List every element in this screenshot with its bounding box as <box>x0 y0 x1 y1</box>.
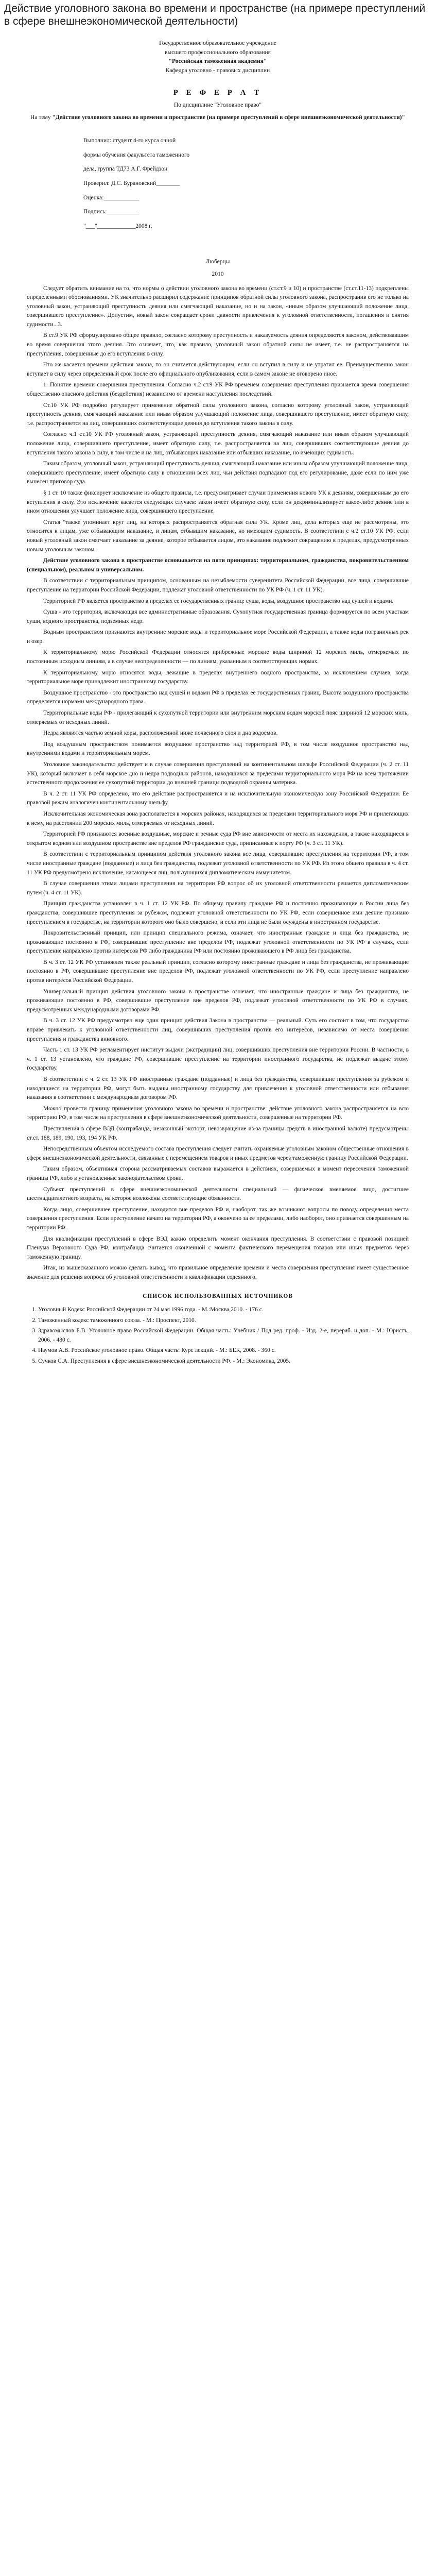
body-paragraph: Часть 1 ст. 13 УК РФ регламентирует институт выдачи (экстрадиции) лиц, совершивших преступления вне территории России. В частности, в ч. 1 ст. 13 установлено, что граждане РФ, совершившие преступление на территории иностранного государства, не подлежат выдаче этому государству. <box>27 1047 409 1072</box>
topic-text: "Действие уголовного закона во времени и пространстве (на примере преступлений в сфере внешнеэкономической деятельности)" <box>52 114 405 121</box>
org-line: Кафедра уголовно - правовых дисциплин <box>165 67 270 74</box>
body-paragraph: Когда лицо, совершившее преступление, находится вне пределов РФ и, наоборот, так же возникают вопросы по поводу определения места совершения преступления. Если преступление начато на территории РФ, а окончено за ее пределами, либо наоборот, оно признается совершенным на территории РФ. <box>27 1206 409 1231</box>
body-paragraph: Уголовное законодательство действует и в случае совершения преступлений на континентальном шельфе Российской Федерации (ч. 2 ст. 11 УК), который включает в себя морское дно и недра подводных районов, находящихся за пределами территориального моря РФ на всем протяжении естественного продолжения ее сухопутной территории до внешней границы подводной окраины материка. <box>27 761 409 786</box>
body-paragraph: Территорией РФ признаются военные воздушные, морские и речные суда РФ вне зависимости от места их нахождения, а также находящиеся в открытом водном или воздушном пространстве вне пределов РФ гражданские суда, приписанные к порту РФ (ч. 3 ст. 11 УК). <box>27 831 409 846</box>
body-paragraph: Универсальный принцип действия уголовного закона в пространстве означает, что иностранные граждане и лица без гражданства, не проживающие постоянно в РФ, совершившие преступление вне пределов РФ, подлежат уголовной ответственности по УК РФ в случаях, предусмотренных международными договорами РФ. <box>27 988 409 1013</box>
body-paragraph: Следует обратить внимание на то, что нормы о действии уголовного закона во времени (ст.ст.9 и 10) и пространстве (ст.ст.11-13) подкреплены определенными обоснованиями. УК значительно расширил содержание принципов обратной силы уголовного закона, распространив его не только на уголовный закон, устраняющий преступность деяния или смягчающий наказание, но и на закон, «иным образом улучшающий положение лица, совершившего преступление». Допустим, новый закон сокращает сроки давности привлечения к уголовной ответственности, погашения и снятия судимости...3. <box>27 285 409 328</box>
org-line: "Российская таможенная академия" <box>168 58 267 65</box>
form-line: Подпись:___________ <box>83 209 139 215</box>
body-paragraph: К территориальному морю относятся воды, лежащие в пределах внутреннего водного пространства, за исключением случаев, когда территориальное море принадлежит иностранному государству. <box>27 669 409 685</box>
form-line: дела, группа ТД73 А.Г. Фрейдзон <box>83 166 168 173</box>
year: 2010 <box>212 270 224 277</box>
body-paragraph: В случае совершения этими лицами преступления на территории РФ вопрос об их уголовной ответственности решается дипломатическим путем (ч. 4 ст. 11 УК). <box>27 880 409 896</box>
body-text <box>27 284 409 1282</box>
body-paragraph: Действие уголовного закона в пространстве основывается на пяти принципах: территориальном, гражданства, покровительственном (специальном), реальном и универсальном. <box>27 557 409 573</box>
body-paragraph: Что же касается времени действия закона, то он считается действующим, если он вступил в силу и не утратил ее. Преимущественно закон вступает в силу через определенный срок после его официального опубликования, если в самом законе не оговорено иное. <box>27 362 409 377</box>
city: Люберцы <box>205 259 230 265</box>
org-line: Государственное образовательное учреждение <box>159 40 276 46</box>
body-paragraph: В ч. 2 ст. 11 УК РФ определено, что его действие распространяется и на исключительную экономическую зону Российской Федерации. Ее правовой режим аналогичен континентальному шельфу. <box>27 790 409 806</box>
body-paragraph: Воздушное пространство - это пространство над сушей и водами РФ в пределах ее государственных границ. Высота воздушного пространства определяется нормами международного права. <box>27 689 409 705</box>
body-paragraph: К территориальному морю Российской Федерации относятся прибрежные морские воды шириной 12 морских миль, отмеряемых по постоянным исходным линиям, а в случае неопределенности — по линиям, указанным в соответствующих нормах. <box>27 649 409 665</box>
body-paragraph: Согласно ч.1 ст.10 УК РФ уголовный закон, устраняющий преступность деяния, смягчающий наказание или иным образом улучшающий положение лица, совершившего преступление, имеет обратную силу, т.е. распространяется на лиц, совершивших соответствующие деяния до вступления такого закона в силу, в том числе и на лиц, отбывающих наказание или отбывших наказание, но имеющих судимость. <box>27 431 409 456</box>
referat-heading: Р Е Ф Е Р А Т <box>173 89 263 97</box>
body-paragraph: Таким образом, уголовный закон, устраняющий преступность деяния, смягчающий наказание или иным образом улучшающий положение лица, совершившего преступление, имеет обратную силу в отношении всех лиц, чьи действия подпадают под его регулирование, даже если по ним уже вынесен приговор суда. <box>27 461 409 485</box>
body-paragraph: В ч. 3 ст. 12 УК РФ предусмотрен еще один принцип действия Закона в пространстве — реальный. Суть его состоит в том, что государство вправе привлекать к уголовной ответственности лиц, совершивших преступления против его интересов, независимо от места совершения преступления и гражданства виновного. <box>27 1018 409 1042</box>
body-paragraph: В соответствии с территориальным принципом действия уголовного закона все лица, совершившие преступления на территории РФ, в том числе иностранные граждане (подданные) и лица без гражданства, подлежат уголовной ответственности по УК РФ. Из этого общего правила в ч. 4 ст. 11 УК РФ предусмотрено исключение, касающееся лиц, пользующихся дипломатическим иммунитетом. <box>27 851 409 876</box>
bibliography-item: 2. Таможенный кодекс таможенного союза. - М.: Проспект, 2010. <box>38 1316 409 1326</box>
body-paragraph: Территорией РФ является пространство в пределах ее государственных границ: суша, воды, воздушное пространство над сушей и водами. <box>43 598 394 604</box>
bibliography-heading: СПИСОК ИСПОЛЬЗОВАННЫХ ИСТОЧНИКОВ <box>142 1293 293 1300</box>
body-paragraph: Суша - это территория, включающая все административные образования. Сухопутная государственная граница формируется по всем участкам суши, водного пространства, подземных недр. <box>27 609 409 624</box>
body-paragraph: Преступления в сфере ВЭД (контрабанда, незаконный экспорт, невозвращение из-за границы средств в иностранной валюте) предусмотрены ст.ст. 188, 189, 190, 193, 194 УК РФ. <box>27 1125 409 1141</box>
title-page-form <box>83 137 409 231</box>
body-paragraph: § 1 ст. 10 также фиксирует исключение из общего правила, т.е. предусматривает случаи применения нового УК к деяниям, совершенным до его вступления в силу. Это исключение касается следующих случаев: закон имеет обратную силу, если он декриминализирует какое-либо деяние или в ином отношении улучшает положение лица, совершившего преступление. <box>27 489 409 515</box>
form-line: формы обучения факультета таможенного <box>83 151 190 158</box>
body-paragraph: Под воздушным пространством понимается воздушное пространство над территорией РФ, в том числе воздушное пространство над внутренними водами и территориальным морем. <box>27 741 409 757</box>
bibliography-item: 5. Сучков С.А. Преступления в сфере внешнеэкономической деятельности РФ. - М.: Экономика, 2005. <box>38 1357 409 1366</box>
title-page-header <box>27 39 409 75</box>
body-paragraph: В ст.9 УК РФ сформулировано общее правило, согласно которому преступность и наказуемость деяния определяются законом, действовавшим во время совершения этого деяния. Это означает, что, как правило, уголовный закон обратной силы не имеет, т.е. не распространяется на преступления, совершенные до его вступления в силу. <box>27 332 409 357</box>
body-paragraph: Принцип гражданства установлен в ч. 1 ст. 12 УК РФ. По общему правилу граждане РФ и постоянно проживающие в России лица без гражданства, совершившие преступления за рубежом, подлежат уголовной ответственности по УК РФ, если совершенное ими деяние признано преступлением в государстве, на территории которого оно было совершено, и если эти лица не были осуждены в иностранном государстве. <box>27 901 409 925</box>
bibliography-item: 3. Здравомыслов Б.В. Уголовное право Российской Федерации. Общая часть: Учебник / Под ред. проф. - Изд. 2-е, перераб. и доп. - М.: Юристъ, 2006. - 480 с. <box>38 1327 409 1345</box>
body-paragraph: Территориальные воды РФ - прилегающий к сухопутной территории или внутренним морским водам морской пояс шириной 12 морских миль, отмеряемых от исходных линий. <box>27 710 409 725</box>
body-paragraph: 1. Понятие времени совершения преступления. Согласно ч.2 ст.9 УК РФ временем совершения преступления признается время совершения общественно опасного действия (бездействия) независимо от времени наступления последствий. <box>27 382 409 398</box>
body-paragraph: Итак, из вышесказанного можно сделать вывод, что правильное определение времени и места совершения преступления имеет существенное значение для решения вопроса об уголовной ответственности и квалификации содеянного. <box>27 1265 409 1280</box>
body-paragraph: Водным пространством признаются внутренние морские воды и территориальное море Российской Федерации, а также воды пограничных рек и озер. <box>27 629 409 645</box>
bibliography-item: 4. Наумов А.В. Российское уголовное право. Общая часть: Курс лекций. - М.: БЕК, 2008. - 360 с. <box>38 1346 409 1355</box>
org-line: высшего профессионального образования <box>165 49 271 56</box>
body-paragraph: Исключительная экономическая зона располагается в морских районах, находящихся за пределами территориального моря РФ и прилегающих к нему, на расстоянии 200 морских миль, отмеряемых от исходных линий. <box>27 810 409 826</box>
body-paragraph: Для квалификации преступлений в сфере ВЭД важно определить момент окончания преступления. В соответствии с правовой позицией Пленума Верховного Суда РФ, контрабанда считается оконченной с момента фактического перемещения товаров или иных предметов через таможенную границу. <box>27 1235 409 1260</box>
form-line: Выполнил: студент 4-го курса очной <box>83 138 176 144</box>
body-paragraph: В ч. 3 ст. 12 УК РФ установлен также реальный принцип, согласно которому иностранные граждане и лица без гражданства, не проживающие постоянно в РФ, совершившие преступление вне пределов РФ, подлежат уголовной ответственности по УК РФ, если преступление направлено против интересов Российской Федерации. <box>27 959 409 984</box>
body-paragraph: В соответствии с территориальным принципом, основанным на незыблемости суверенитета Российской Федерации, все лица, совершившие преступление на территории Российской Федерации, подлежат уголовной ответственности по УК РФ (ч. 1 ст. 11 УК). <box>27 578 409 593</box>
bibliography-list <box>27 1306 409 1366</box>
body-paragraph: Субъект преступлений в сфере внешнеэкономической деятельности специальный — физическое вменяемое лицо, достигшее шестнадцатилетнего возраста, на которое возложены соответствующие обязанности. <box>27 1186 409 1202</box>
document-title: Действие уголовного закона во времени и пространстве (на примере преступлений в сфере внешнеэкономической деятельности) <box>4 3 426 27</box>
city-year <box>27 258 409 279</box>
form-line: Оценка:____________ <box>83 194 139 201</box>
document-page <box>27 39 409 1366</box>
body-paragraph: Статья "также упоминает круг лиц, на которых распространяется обратная сила УК. Кроме лиц, дела которых еще не рассмотрены, это относится к лицам, уже отбывающим наказание, и лицам, отбывшим наказание, но имеющим судимость. В соответствии с ч.2 ст.10 УК РФ, если новый уголовный закон смягчает наказание за деяние, которое отбывается лицом, это наказание подлежит сокращению в пределах, предусмотренных новым уголовным законом. <box>27 519 409 553</box>
bibliography-item: 1. Уголовный Кодекс Российской Федерации от 24 мая 1996 года. - М.:Москва,2010. - 176 с. <box>38 1306 409 1315</box>
topic-prefix: На тему <box>30 114 51 121</box>
body-paragraph: Недра являются частью земной коры, расположенной ниже почвенного слоя и дна водоемов. <box>43 730 278 737</box>
discipline-line: По дисциплине "Уголовное право" <box>173 101 262 108</box>
topic-block <box>27 113 409 123</box>
body-paragraph: Покровительственный принцип, или принцип специального режима, означает, что иностранные граждане и лица без гражданства, не проживающие постоянно в РФ, совершившие преступление вне пределов РФ, подлежат уголовной ответственности по УК РФ в случаях, если преступление направлено против интересов РФ либо гражданина РФ или постоянно проживающего в РФ лица без гражданства. <box>27 930 409 955</box>
body-paragraph: Таким образом, объективная сторона рассматриваемых составов выражается в действиях, совершаемых в момент пересечения таможенной границы РФ, либо в установленные законодательством сроки. <box>27 1166 409 1181</box>
body-paragraph: Можно провести границу применения уголовного закона во времени и пространстве: действие уголовного закона распространяется на всю территорию РФ, в том числе на преступления в сфере внешнеэкономической деятельности, совершенные на территории РФ. <box>27 1105 409 1121</box>
form-line: "___"_____________2008 г. <box>83 223 152 229</box>
body-paragraph: Непосредственным объектом исследуемого состава преступления следует считать охраняемые уголовным законом общественные отношения в сфере внешнеэкономической деятельности, связанные с перемещением товаров и иных предметов через таможенную границу Российской Федерации. <box>27 1146 409 1161</box>
form-line: Проверил: Д.С. Бурановский________ <box>83 180 180 187</box>
body-paragraph: Ст.10 УК РФ подробно регулирует применение обратной силы уголовного закона, согласно которому уголовный закон, устраняющий преступность деяния, смягчающий наказание или иным образом улучшающий положение лица, совершившего преступление, имеет обратную силу, т.е. распространяется на лиц, совершивших соответствующие деяния до вступления такого закона в силу. <box>27 402 409 427</box>
body-paragraph: В соответствии с ч. 2 ст. 13 УК РФ иностранные граждане (подданные) и лица без гражданства, совершившие преступления за рубежом и находящиеся на территории РФ, могут быть выданы иностранному государству для привлечения к уголовной ответственности или отбывания наказания в соответствии с международным договором РФ. <box>27 1076 409 1101</box>
